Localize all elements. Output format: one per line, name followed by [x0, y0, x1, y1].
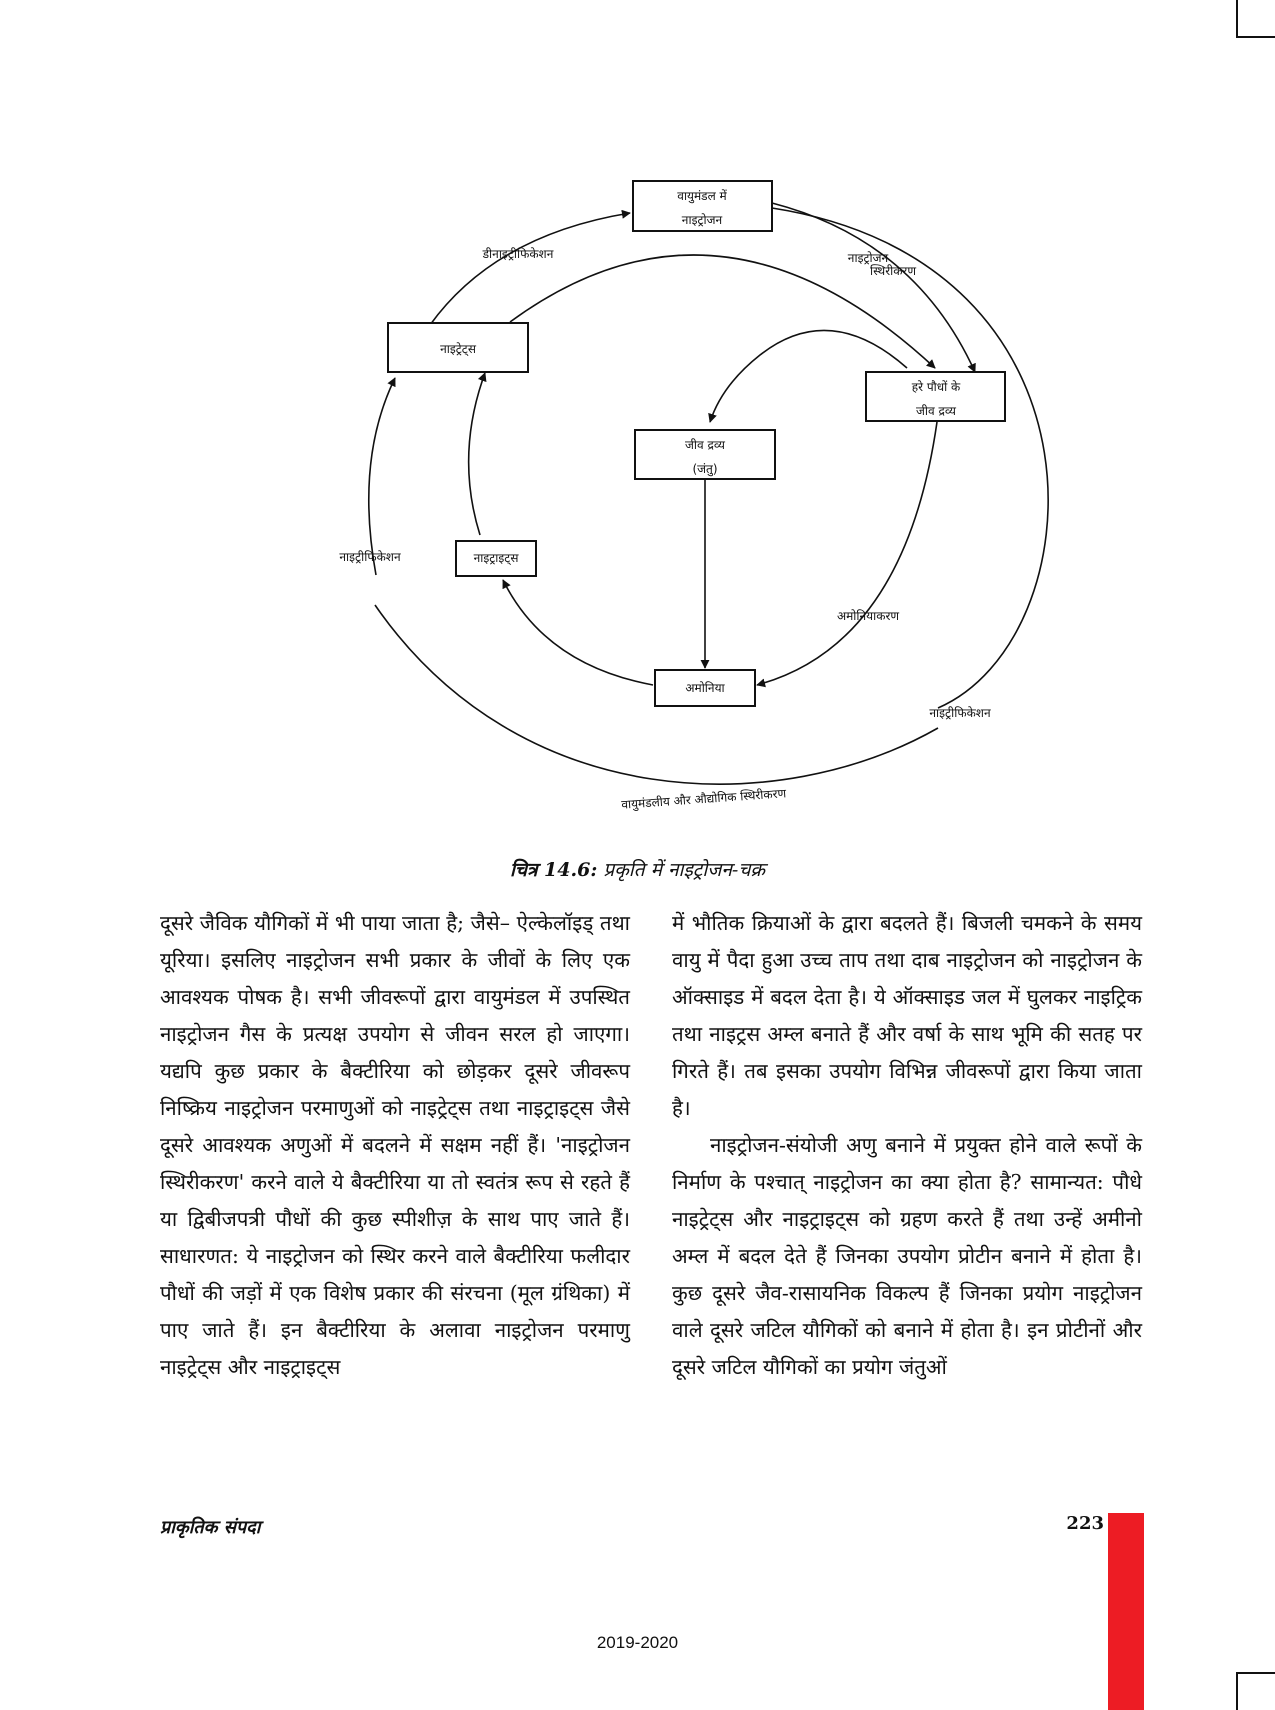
edge-ammonia-to-nitrites — [503, 580, 653, 685]
footer-book-title: प्राकृतिक संपदा — [160, 1517, 261, 1538]
body-right-paragraph-2: नाइट्रोजन-संयोजी अणु बनाने में प्रयुक्त होने वाले रूपों के निर्माण के पश्चात् नाइट्रोजन का क्या होता है? सामान्यत: पौधे नाइट्रेट्स और नाइट्राइट्स को ग्रहण करते हैं तथा उन्हें अमीनो अम्ल में बदल देते हैं जिनका उपयोग प्रोटीन बनाने में होता है। कुछ दूसरे जैव-रासायनिक विकल्प हैं जिनका प्रयोग नाइट्रोजन वाले दूसरे जटिल यौगिकों को बनाने में होता है। इन प्रोटीनों और दूसरे जटिल यौगिकों का प्रयोग जंतुओं — [672, 1133, 1142, 1379]
svg-text:नाइट्रेट्स: नाइट्रेट्स — [440, 342, 476, 356]
svg-text:नाइट्रोजन: नाइट्रोजन — [681, 213, 723, 227]
footer-year: 2019-2020 — [596, 1633, 679, 1652]
page-accent-bar — [1108, 1513, 1144, 1710]
nitrogen-cycle-diagram — [0, 0, 1275, 840]
label-nitrification-right: नाइट्रीफिकेशन — [929, 706, 991, 720]
svg-text:नाइट्राइट्स: नाइट्राइट्स — [473, 551, 519, 565]
crop-mark-bottom-vertical — [1236, 1672, 1238, 1710]
label-denitrification: डीनाइट्रीफिकेशन — [482, 247, 554, 261]
body-left-column — [160, 905, 630, 1386]
node-nitrates — [388, 323, 528, 372]
svg-text:अमोनिया: अमोनिया — [685, 681, 725, 695]
body-right-paragraph-1: में भौतिक क्रियाओं के द्वारा बदलते हैं। बिजली चमकने के समय वायु में पैदा हुआ उच्च ताप तथा दाब नाइट्रोजन को नाइट्रोजन के ऑक्साइड में बदल देता है। ये ऑक्साइड जल में घुलकर नाइट्रिक तथा नाइट्रस अम्ल बनाते हैं और वर्षा के साथ भूमि की सतह पर गिरते हैं। तब इसका उपयोग विभिन्न जीवरूपों द्वारा किया जाता है। — [672, 911, 1142, 1120]
node-atmospheric-nitrogen — [633, 181, 772, 231]
svg-text:हरे पौधों के: हरे पौधों के — [911, 380, 961, 394]
label-nitrification-left: नाइट्रीफिकेशन — [339, 550, 401, 564]
label-atm-industrial-fixation: वायुमंडलीय और औद्योगिक स्थिरीकरण — [620, 786, 787, 812]
figure-caption — [0, 856, 1275, 882]
label-nitrogen-fixation-line2: स्थिरीकरण — [869, 264, 917, 278]
svg-text:जीव द्रव्य: जीव द्रव्य — [685, 438, 725, 452]
node-animal-matter — [635, 430, 775, 479]
node-nitrites — [456, 541, 536, 576]
label-ammonification: अमोनियाकरण — [836, 609, 900, 623]
edge-nitrites-to-nitrates — [469, 373, 485, 535]
figure-caption-text: प्रकृति में नाइट्रोजन-चक्र — [597, 859, 766, 881]
svg-text:वायुमंडल में: वायुमंडल में — [677, 189, 727, 203]
figure-caption-label: चित्र 14.6: — [509, 859, 598, 881]
body-left-paragraph: दूसरे जैविक यौगिकों में भी पाया जाता है; जैसे– ऐल्केलॉइड् तथा यूरिया। इसलिए नाइट्रोजन सभी प्रकार के जीवों के लिए एक आवश्यक पोषक है। सभी जीवरूपों द्वारा वायुमंडल में उपस्थित नाइट्रोजन गैस के प्रत्यक्ष उपयोग से जीवन सरल हो जाएगा। यद्यपि कुछ प्रकार के बैक्टीरिया को छोड़कर दूसरे जीवरूप निष्क्रिय नाइट्रोजन परमाणुओं को नाइट्रेट्स तथा नाइट्राइट्स जैसे दूसरे आवश्यक अणुओं में बदलने में सक्षम नहीं हैं। 'नाइट्रोजन स्थिरीकरण' करने वाले ये बैक्टीरिया या तो स्वतंत्र रूप से रहते हैं या द्विबीजपत्री पौधों की कुछ स्पीशीज़ के साथ पाए जाते हैं। साधारणत: ये नाइट्रोजन को स्थिर करने वाले बैक्टीरिया फलीदार पौधों की जड़ों में एक विशेष प्रकार की संरचना (मूल ग्रंथिका) में पाए जाते हैं। इन बैक्टीरिया के अलावा नाइट्रोजन परमाणु नाइट्रेट्स और नाइट्राइट्स — [160, 911, 630, 1379]
edge-ammonification — [757, 422, 937, 685]
svg-text:जीव द्रव्य: जीव द्रव्य — [916, 404, 956, 418]
crop-mark-bottom-horizontal — [1236, 1672, 1275, 1674]
svg-text:(जंतु): (जंतु) — [692, 462, 718, 476]
node-green-plants-matter — [866, 372, 1005, 421]
edge-n2-fixation — [772, 203, 975, 372]
edge-nitrification-left — [369, 378, 395, 575]
body-right-column — [672, 905, 1142, 1386]
node-ammonia — [655, 670, 755, 706]
page-number: 223 — [1066, 1513, 1104, 1534]
label-nitrogen-fixation-line1: नाइट्रोजन — [847, 251, 889, 265]
